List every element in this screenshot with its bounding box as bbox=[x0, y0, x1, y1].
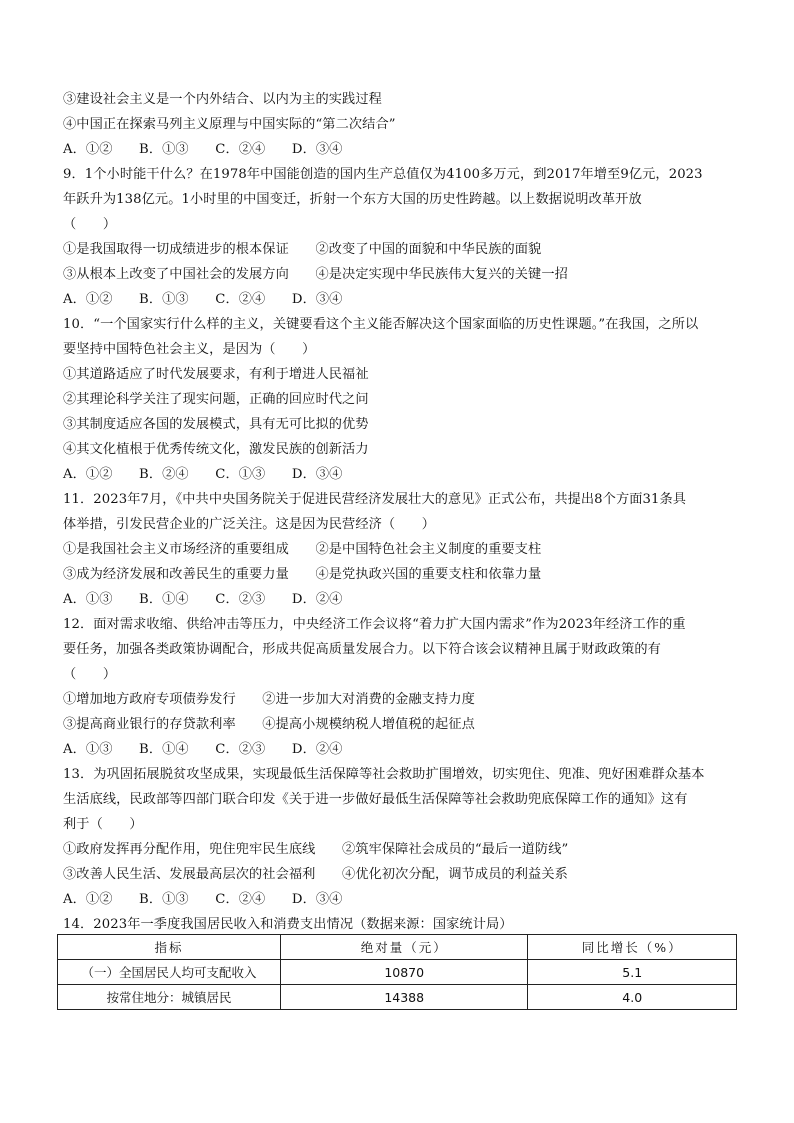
text-line: 12．面对需求收缩、供给冲击等压力，中央经济工作会议将“着力扩大国内需求”作为2023年经济工作的重 bbox=[63, 617, 686, 632]
text-line: ④中国正在探索马列主义原理与中国实际的“第二次结合” bbox=[63, 117, 396, 132]
table-cell-amount: 14388 bbox=[280, 985, 527, 1010]
text-line: 9．1个小时能干什么？在1978年中国能创造的国内生产总值仅为4100多万元，到2017年增至9亿元，2023 bbox=[63, 167, 703, 182]
income-table bbox=[57, 934, 737, 1010]
text-line: ③提高商业银行的存贷款利率 ④提高小规模纳税人增值税的起征点 bbox=[63, 717, 475, 732]
text-line: （ ） bbox=[63, 667, 117, 682]
text-line: ①政府发挥再分配作用，兜住兜牢民生底线 ②筑牢保障社会成员的“最后一道防线” bbox=[63, 842, 569, 857]
table-header-growth: 同比增长（%） bbox=[528, 935, 737, 960]
text-line: 11．2023年7月，《中共中央国务院关于促进民营经济发展壮大的意见》正式公布，共提出8个方面31条具 bbox=[63, 492, 687, 507]
table-row bbox=[58, 985, 737, 1010]
text-line: A．①② B．②④ C．①③ D．③④ bbox=[63, 467, 343, 482]
table-cell-indicator: （一）全国居民人均可支配收入 bbox=[58, 960, 281, 985]
text-line: ①是我国取得一切成绩进步的根本保证 ②改变了中国的面貌和中华民族的面貌 bbox=[63, 242, 542, 257]
text-line: （ ） bbox=[63, 217, 117, 232]
text-line: ①其道路适应了时代发展要求，有利于增进人民福祉 bbox=[63, 367, 369, 382]
table-cell-indicator: 按常住地分：城镇居民 bbox=[58, 985, 281, 1010]
text-line: 10．“一个国家实行什么样的主义，关键要看这个主义能否解决这个国家面临的历史性课题。”在我国，之所以 bbox=[63, 317, 699, 332]
text-line: ③改善人民生活、发展最高层次的社会福利 ④优化初次分配，调节成员的利益关系 bbox=[63, 867, 568, 882]
table-header-amount: 绝对量（元） bbox=[280, 935, 527, 960]
text-line: ②其理论科学关注了现实问题，正确的回应时代之问 bbox=[63, 392, 369, 407]
text-line: A．①③ B．①④ C．②③ D．②④ bbox=[63, 592, 343, 607]
text-line: A．①② B．①③ C．②④ D．③④ bbox=[63, 892, 343, 907]
table-cell-amount: 10870 bbox=[280, 960, 527, 985]
text-line: 生活底线，民政部等四部门联合印发《关于进一步做好最低生活保障等社会救助兜底保障工作的通知》这有 bbox=[63, 792, 688, 807]
table-row bbox=[58, 960, 737, 985]
text-line: 利于（ ） bbox=[63, 817, 143, 832]
text-line: A．①③ B．①④ C．②③ D．②④ bbox=[63, 742, 343, 757]
table-header-indicator: 指标 bbox=[58, 935, 281, 960]
text-line: 体举措，引发民营企业的广泛关注。这是因为民营经济（ ） bbox=[63, 517, 436, 532]
text-line: ③从根本上改变了中国社会的发展方向 ④是决定实现中华民族伟大复兴的关键一招 bbox=[63, 267, 568, 282]
text-line: ③建设社会主义是一个内外结合、以内为主的实践过程 bbox=[63, 92, 382, 107]
text-line: 13．为巩固拓展脱贫攻坚成果，实现最低生活保障等社会救助扩围增效，切实兜住、兜准、兜好困难群众基本 bbox=[63, 767, 705, 782]
text-line: 要任务，加强各类政策协调配合，形成共促高质量发展合力。以下符合该会议精神且属于财政政策的有 bbox=[63, 642, 661, 657]
text-line: A．①② B．①③ C．②④ D．③④ bbox=[63, 142, 343, 157]
text-line: 要坚持中国特色社会主义，是因为（ ） bbox=[63, 342, 316, 357]
text-line: A．①② B．①③ C．②④ D．③④ bbox=[63, 292, 343, 307]
text-line: 14．2023年一季度我国居民收入和消费支出情况（数据来源：国家统计局） bbox=[63, 917, 513, 932]
text-line: ③其制度适应各国的发展模式，具有无可比拟的优势 bbox=[63, 417, 369, 432]
table-cell-growth: 4.0 bbox=[528, 985, 737, 1010]
table-cell-growth: 5.1 bbox=[528, 960, 737, 985]
text-line: ①是我国社会主义市场经济的重要组成 ②是中国特色社会主义制度的重要支柱 bbox=[63, 542, 542, 557]
text-line: 年跃升为138亿元。1小时里的中国变迁，折射一个东方大国的历史性跨越。以上数据说明改革开放 bbox=[63, 192, 642, 207]
text-line: ①增加地方政府专项债券发行 ②进一步加大对消费的金融支持力度 bbox=[63, 692, 475, 707]
table-header-row bbox=[58, 935, 737, 960]
text-line: ④其文化植根于优秀传统文化，激发民族的创新活力 bbox=[63, 442, 369, 457]
text-line: ③成为经济发展和改善民生的重要力量 ④是党执政兴国的重要支柱和依靠力量 bbox=[63, 567, 542, 582]
